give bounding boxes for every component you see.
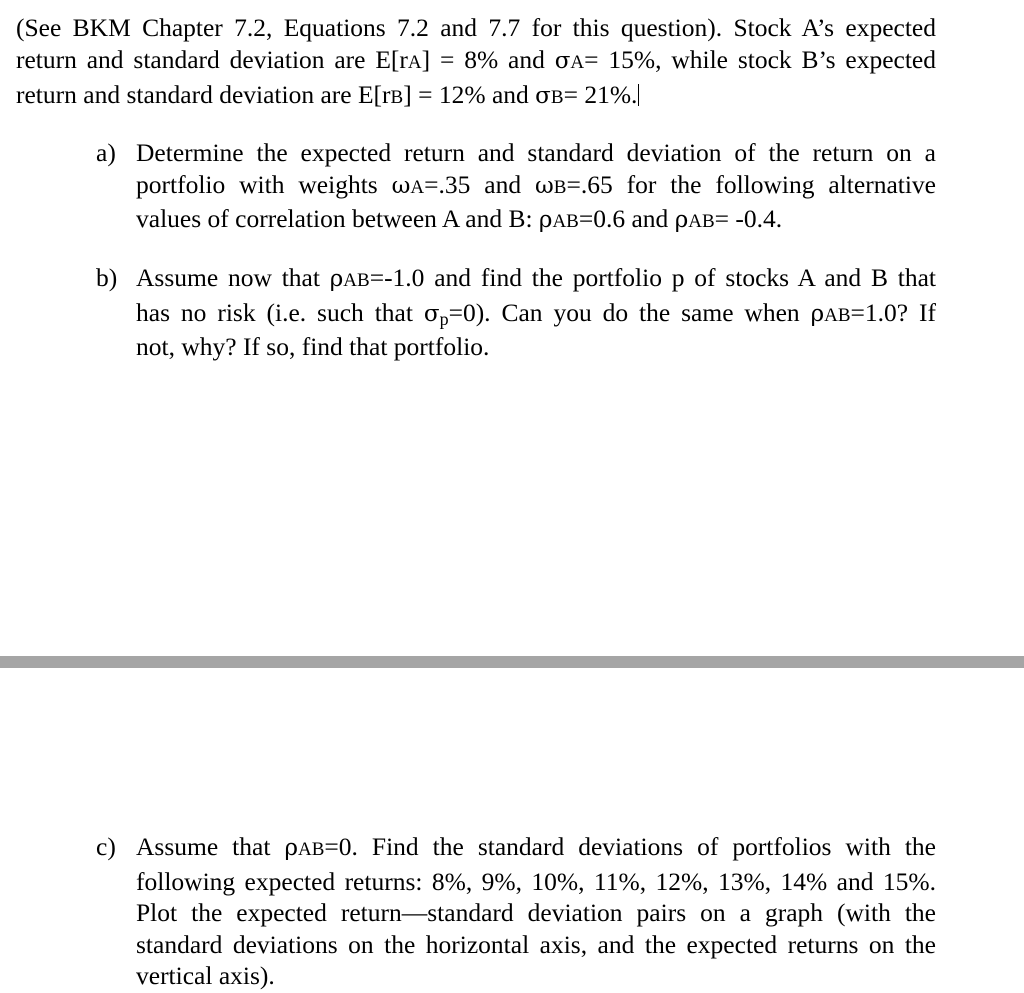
- intro-line-3: return and standard deviation are E[rB] = 12% and σB= 21%.: [16, 80, 638, 109]
- text-cursor: [638, 84, 639, 106]
- question-a-label: a): [96, 138, 116, 167]
- question-c-body: Assume that ρAB=0. Find the standard deviations of portfolios with the following expected returns: 8%, 9%, 10%, 11%, 12%, 13%, 14% and 15%. Plot the expected return—standard deviation pairs on a graph (with the standard deviations on the horizontal axis, and the expected returns on the vertical axis).: [136, 832, 936, 990]
- rho-symbol: ρ: [329, 266, 344, 292]
- question-c-label: c): [96, 832, 116, 861]
- omega-symbol: ω: [391, 172, 411, 199]
- question-c: [96, 831, 936, 992]
- omega-symbol: ω: [535, 172, 554, 199]
- rho-symbol: ρ: [538, 207, 553, 233]
- question-b-label: b): [96, 263, 118, 292]
- question-b: [96, 262, 936, 363]
- sigma-symbol: σ: [554, 48, 571, 74]
- question-b-body: Assume now that ρAB=-1.0 and find the portfolio p of stocks A and B that has no risk (i.e. such that $\sigma_p=0$). Can you do the same when ρAB=1.0? If not, why? If so, find that portfolio.: [136, 263, 936, 361]
- intro-line-2: return and standard deviation are E[rA] = 8% and σA= 15%, while stock B’s expected: [16, 45, 936, 74]
- rho-symbol: ρ: [674, 207, 689, 233]
- intro-line-1: (See BKM Chapter 7.2, Equations 7.2 and 7.7 for this question). Stock A’s expected: [16, 13, 936, 42]
- section-divider: [0, 656, 1024, 668]
- sigma-symbol: σ: [535, 83, 551, 109]
- question-a: [96, 137, 936, 238]
- question-a-body: Determine the expected return and standard deviation of the return on a portfolio with weights ωA=.35 and ωB=.65 for the following alternative values of correlation between A and B: ρAB=0.6 and ρAB= -0.4.: [136, 138, 936, 233]
- sigma-symbol: σ: [423, 300, 440, 327]
- problem-intro: [16, 12, 936, 114]
- rho-symbol: ρ: [284, 835, 298, 861]
- rho-symbol: ρ: [810, 300, 825, 327]
